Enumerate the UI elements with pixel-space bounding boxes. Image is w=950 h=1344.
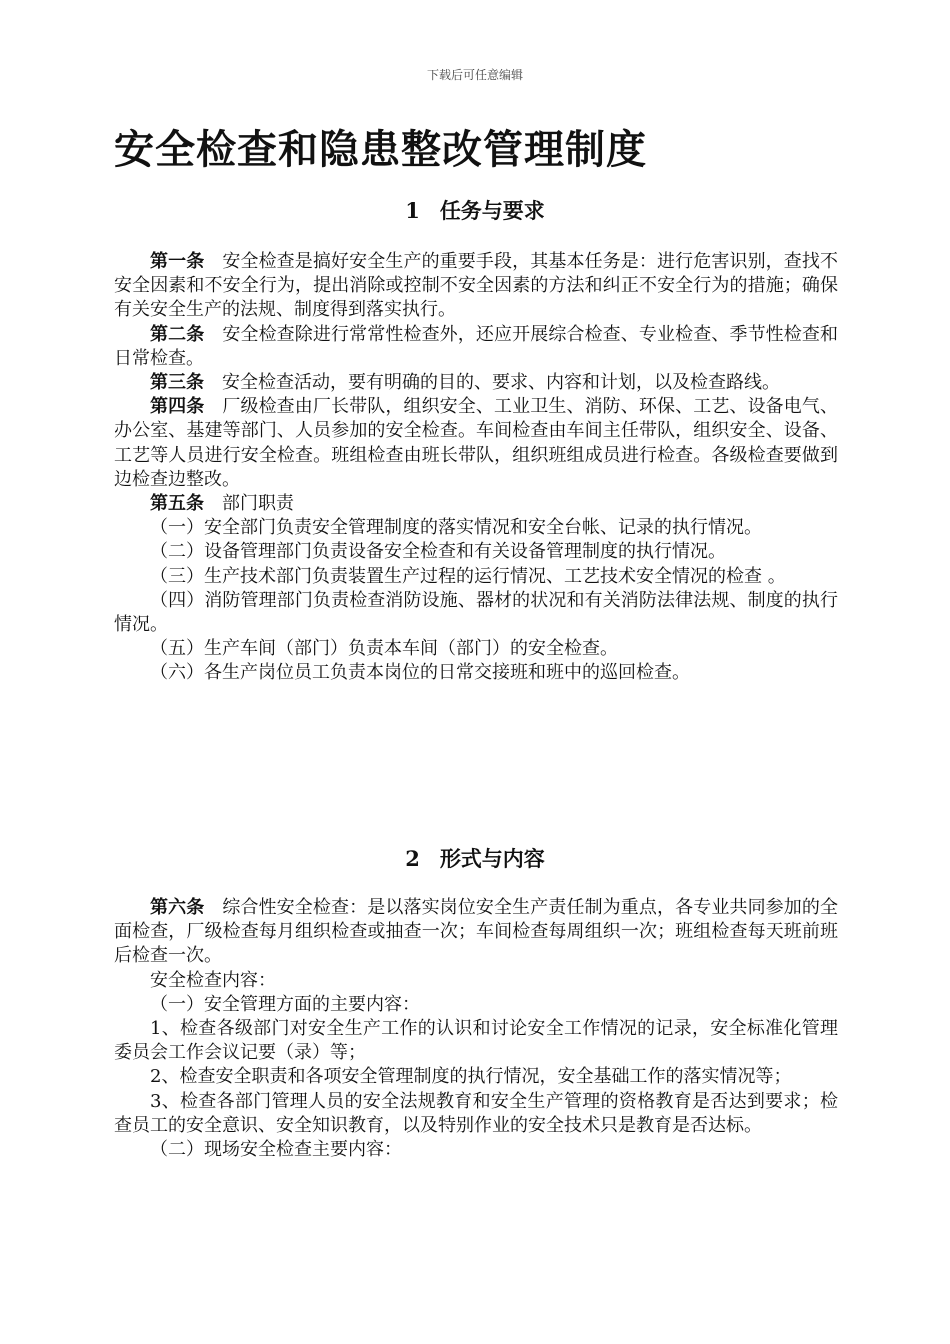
article-label: 第三条 [150, 372, 204, 394]
content-item-1: 1、检查各级部门对安全生产工作的认识和讨论安全工作情况的记录，安全标准化管理委员会工作会议记要（录）等； [114, 1018, 838, 1064]
content-item-2: 2、检查安全职责和各项安全管理制度的执行情况，安全基础工作的落实情况等； [150, 1066, 792, 1088]
article-2 [114, 323, 838, 371]
duty-item-6: （六）各生产岗位员工负责本岗位的日常交接班和班中的巡回检查。 [150, 662, 690, 684]
section-1-heading [0, 196, 950, 226]
article-3 [114, 371, 838, 395]
content-subheading-1: （一）安全管理方面的主要内容： [150, 993, 420, 1015]
section-1-body [114, 250, 838, 686]
section-1-number: 1 [405, 198, 420, 223]
section-2-number: 2 [405, 846, 420, 871]
article-6 [114, 896, 838, 969]
section-2-title: 形式与内容 [439, 846, 545, 871]
article-label: 第二条 [150, 323, 205, 345]
header-note: 下载后可任意编辑 [426, 68, 523, 82]
duty-item-5: （五）生产车间（部门）负责本车间（部门）的安全检查。 [150, 638, 618, 660]
article-text: 综合性安全检查：是以落实岗位安全生产责任制为重点，各专业共同参加的全面检查，厂级检查每月组织检查或抽查一次；车间检查每周组织一次；班组检查每天班前班后检查一次。 [114, 897, 839, 967]
article-label: 第四条 [150, 396, 205, 418]
article-text: 安全检查活动，要有明确的目的、要求、内容和计划，以及检查路线。 [222, 372, 780, 394]
section-2-body [114, 896, 838, 1162]
duty-item-4: （四）消防管理部门负责检查消防设施、器材的状况和有关消防法律法规、制度的执行情况。 [114, 589, 838, 636]
section-2-heading [0, 844, 950, 874]
article-5 [114, 492, 838, 516]
content-heading: 安全检查内容： [150, 969, 276, 991]
document-title: 安全检查和隐患整改管理制度 [114, 127, 647, 173]
article-label: 第一条 [150, 251, 205, 272]
content-item-3: 3、检查各部门管理人员的安全法规教育和安全生产管理的资格教育是否达到要求；检查员工的安全意识、安全知识教育，以及特别作业的安全技术只是教育是否达标。 [114, 1090, 838, 1136]
duty-item-1: （一）安全部门负责安全管理制度的落实情况和安全台帐、记录的执行情况。 [150, 517, 762, 539]
article-text: 部门职责 [222, 493, 294, 515]
article-text: 安全检查是搞好安全生产的重要手段，其基本任务是：进行危害识别，查找不安全因素和不安全行为，提出消除或控制不安全因素的方法和纠正不安全行为的措施；确保有关安全生产的法规、制度得到落实执行。 [114, 251, 839, 321]
article-label: 第五条 [150, 493, 204, 515]
article-text: 安全检查除进行常常性检查外，还应开展综合检查、专业检查、季节性检查和日常检查。 [114, 323, 839, 369]
duty-item-2: （二）设备管理部门负责设备安全检查和有关设备管理制度的执行情况。 [150, 541, 726, 563]
duty-item-3: （三）生产技术部门负责装置生产过程的运行情况、工艺技术安全情况的检查 。 [150, 565, 786, 587]
section-1-title: 任务与要求 [439, 198, 545, 223]
article-label: 第六条 [150, 897, 205, 918]
article-text: 厂级检查由厂长带队，组织安全、工业卫生、消防、环保、工艺、设备电气、办公室、基建等部门、人员参加的安全检查。车间检查由车间主任带队，组织安全、设备、工艺等人员进行安全检查。班组检查由班长带队，组织班组成员进行检查。各级检查要做到边检查边整改。 [114, 396, 839, 490]
content-subheading-2: （二）现场安全检查主要内容： [150, 1139, 402, 1161]
article-4 [114, 395, 838, 492]
article-1 [114, 250, 838, 323]
